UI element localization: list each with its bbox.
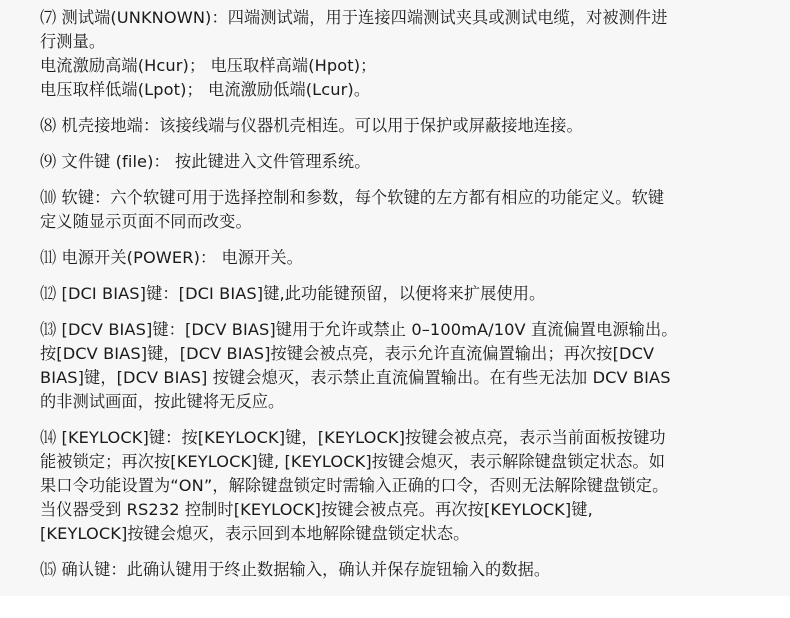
text-line: ⑾ 电源开关(POWER)： 电源开关。 [40,248,303,267]
text-line: 果口令功能设置为“ON”，解除键盘锁定时需输入正确的口令，否则无法解除键盘锁定。 [40,476,669,495]
text-line: [KEYLOCK]按键会熄灭，表示回到本地解除键盘锁定状态。 [40,524,470,543]
text-line: 定义随显示页面不同而改变。 [40,212,252,231]
item-13-paragraph [40,318,752,414]
text-line: 按[DCV BIAS]键，[DCV BIAS]按键会被点亮，表示允许直流偏置输出；再次按[DCV [40,344,655,363]
text-line: ⑼ 文件键 (file)： 按此键进入文件管理系统。 [40,152,371,171]
text-line: BIAS]键，[DCV BIAS] 按键会熄灭，表示禁止直流偏置输出。在有些无法加 DCV BIAS [40,368,671,387]
text-line: 的非测试画面，按此键将无反应。 [40,392,285,411]
text-line: 电流激励高端(Hcur)； 电压取样高端(Hpot)； [40,56,377,75]
item-14-paragraph [40,426,752,546]
text-line: ⑽ 软键：六个软键可用于选择控制和参数，每个软键的左方都有相应的功能定义。软键 [40,188,665,207]
text-line: ⑺ 测试端(UNKNOWN)：四端测试端，用于连接四端测试夹具或测试电缆，对被测件进 [40,8,668,27]
item-12-paragraph [40,282,752,306]
text-line: ⑻ 机壳接地端：该接线端与仪器机壳相连。可以用于保护或屏蔽接地连接。 [40,116,583,135]
item-8-paragraph [40,114,752,138]
text-line: ⒀ [DCV BIAS]键：[DCV BIAS]键用于允许或禁止 0–100mA/10V 直流偏置电源输出。 [40,320,678,339]
text-line: 能被锁定；再次按[KEYLOCK]键, [KEYLOCK]按键会熄灭，表示解除键盘锁定状态。如 [40,452,665,471]
text-line: ⒂ 确认键：此确认键用于终止数据输入，确认并保存旋钮输入的数据。 [40,560,551,579]
text-line: ⒁ [KEYLOCK]键：按[KEYLOCK]键，[KEYLOCK]按键会被点亮，表示当前面板按键功 [40,428,666,447]
item-7-paragraph [40,6,752,102]
text-line: 电压取样低端(Lpot)； 电流激励低端(Lcur)。 [40,80,371,99]
item-11-paragraph [40,246,752,270]
text-line: ⑿ [DCI BIAS]键：[DCI BIAS]键,此功能键预留，以便将来扩展使用。 [40,284,546,303]
item-15-paragraph [40,558,752,582]
text-line: 行测量。 [40,32,106,51]
item-10-paragraph [40,186,752,234]
item-9-paragraph [40,150,752,174]
text-line: 当仪器受到 RS232 控制时[KEYLOCK]按键会被点亮。再次按[KEYLOCK]键, [40,500,593,519]
